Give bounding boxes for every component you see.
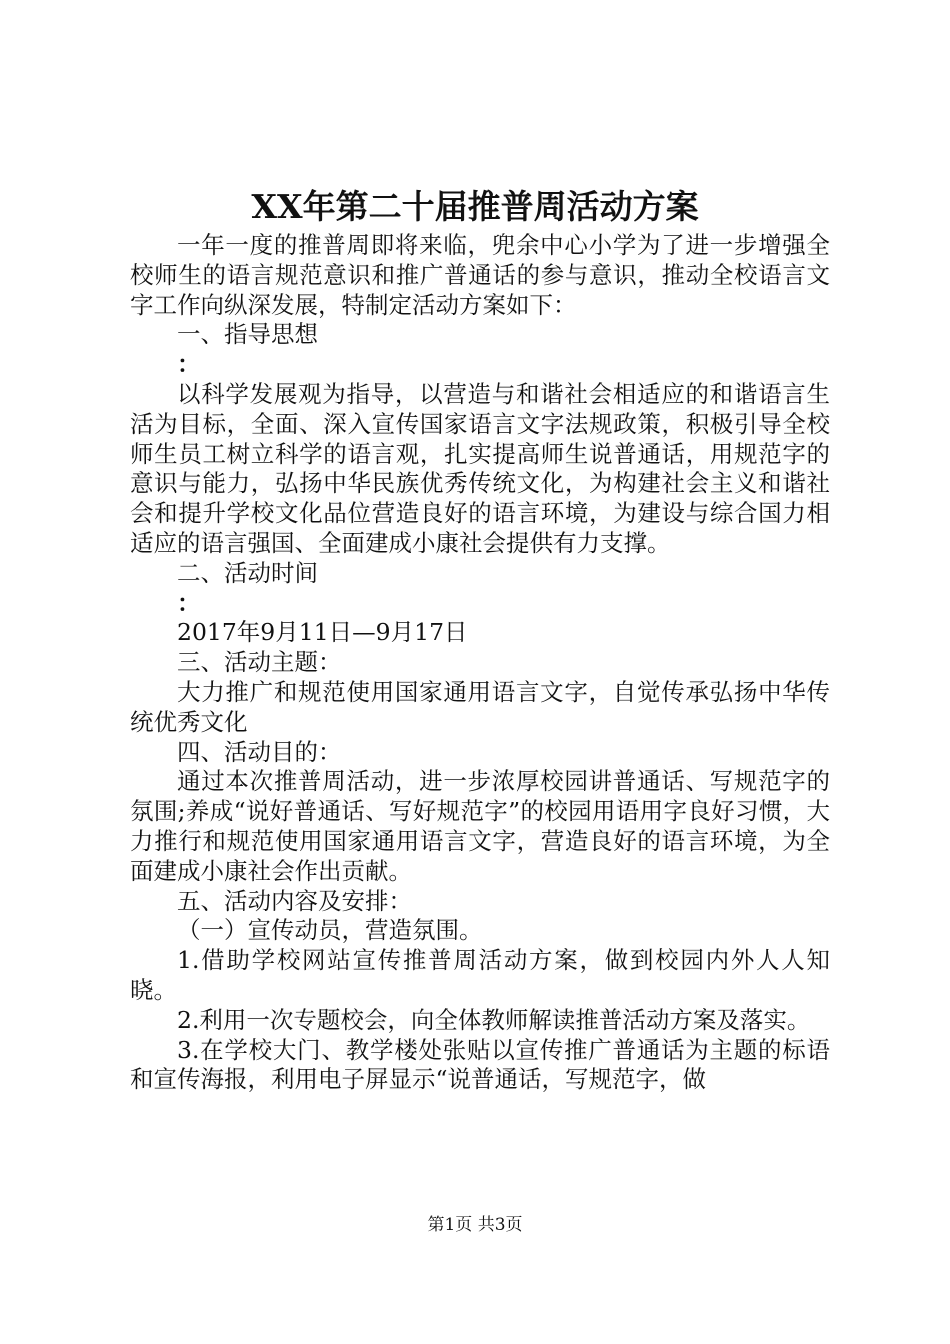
document-body [130,231,830,1095]
activity-theme-paragraph: 大力推广和规范使用国家通用语言文字，自觉传承弘扬中华传统优秀文化 [130,677,830,736]
section-heading-activity-theme: 三、活动主题： [177,648,342,677]
subsection-heading-publicity: （一）宣传动员，营造氛围。 [177,916,483,945]
section-heading-activity-time: 二、活动时间 [177,558,318,587]
list-item-2: 2.利用一次专题校会，向全体教师解读推普活动方案及落实。 [177,1005,811,1034]
list-item-1: 1.借助学校网站宣传推普周活动方案，做到校园内外人人知晓。 [130,946,830,1004]
guiding-thought-paragraph: 以科学发展观为指导，以营造与和谐社会相适应的和谐语言生活为目标，全面、深入宣传国家语言文字法规政策，积极引导全校师生员工树立科学的语言观，扎实提高师生说普通话，用规范字的意识与能力，弘扬中华民族优秀传统文化，为构建社会主义和谐社会和提升学校文化品位营造良好的语言环境，为建设与综合国力相适应的语言强国、全面建成小康社会提供有力支撑。 [130,379,830,557]
document-title: XX年第二十届推普周活动方案 [251,187,699,226]
colon-line: ： [177,350,201,379]
intro-paragraph: 一年一度的推普周即将来临，兜余中心小学为了进一步增强全校师生的语言规范意识和推广普通话的参与意识，推动全校语言文字工作向纵深发展，特制定活动方案如下： [130,231,830,319]
section-heading-activity-content: 五、活动内容及安排： [177,886,412,915]
section-heading-activity-purpose: 四、活动目的： [177,737,342,766]
list-item-3: 3.在学校大门、教学楼处张贴以宣传推广普通话为主题的标语和宣传海报，利用电子屏显示“说普通话，写规范字，做 [130,1035,830,1094]
section-heading-guiding-thought: 一、指导思想 [177,320,318,349]
activity-time-paragraph: 2017年9月11日—9月17日 [177,618,468,647]
activity-purpose-paragraph: 通过本次推普周活动，进一步浓厚校园讲普通话、写规范字的氛围;养成“说好普通话、写好规范字”的校园用语用字良好习惯，大力推行和规范使用国家通用语言文字，营造良好的语言环境，为全面建成小康社会作出贡献。 [130,767,830,885]
colon-line: ： [177,588,201,617]
page-footer: 第1页 共3页 [427,1215,523,1235]
